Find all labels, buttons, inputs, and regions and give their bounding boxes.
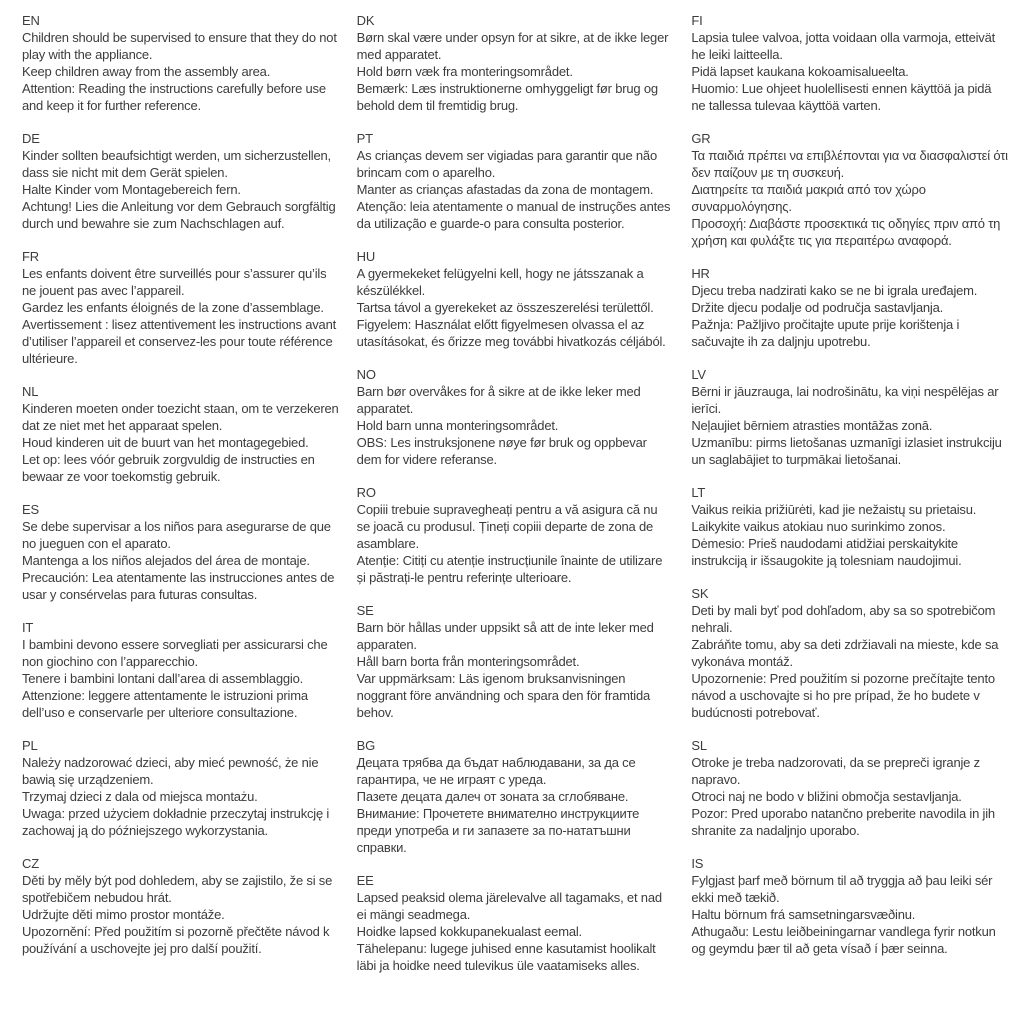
instruction-paragraph: Neļaujiet bērniem atrasties montāžas zonā.: [691, 418, 933, 433]
language-code: SK: [691, 586, 709, 601]
instruction-paragraph: Προσοχή: Διαβάστε προσεκτικά τις οδηγίες πριν από τη χρήση και φυλάξτε τις για περαιτέρω αναφορά.: [691, 216, 1001, 248]
language-code: IT: [22, 620, 34, 635]
language-code: CZ: [22, 856, 39, 871]
instruction-paragraph: Upozornenie: Pred použitím si pozorne prečítajte tento návod a uschovajte si ho pre prípad, že ho budete v budúcnosti potrebovať.: [691, 671, 995, 720]
language-code: SL: [691, 738, 707, 753]
language-code: SE: [356, 603, 374, 618]
instruction-paragraph: Tenere i bambini lontani dall’area di assemblaggio.: [22, 671, 304, 686]
instruction-paragraph: Djecu treba nadzirati kako se ne bi igrala uređajem.: [691, 283, 978, 298]
language-section-ee: [357, 872, 674, 974]
column-left: [22, 12, 339, 1024]
language-section-pt: [357, 130, 674, 232]
language-section-fi: [691, 12, 1008, 114]
language-code: GR: [691, 131, 711, 146]
language-section-de: [22, 130, 339, 232]
language-code: LT: [691, 485, 706, 500]
language-section-dk: [357, 12, 674, 114]
instruction-paragraph: Achtung! Lies die Anleitung vor dem Gebrauch sorgfältig durch und bewahre sie zum Nachschlagen auf.: [22, 199, 336, 231]
instruction-paragraph: Se debe supervisar a los niños para asegurarse de que no jueguen con el aparato.: [22, 519, 331, 551]
language-code: DE: [22, 131, 40, 146]
language-code: NO: [356, 367, 376, 382]
instruction-paragraph: Hoidke lapsed kokkupanekualast eemal.: [356, 924, 582, 939]
instruction-paragraph: Barn bör hållas under uppsikt så att de inte leker med apparaten.: [356, 620, 654, 652]
instruction-paragraph: Haltu börnum frá samsetningarsvæðinu.: [691, 907, 916, 922]
instruction-paragraph: Var uppmärksam: Läs igenom bruksanvisningen noggrant före användning och spara den för framtida behov.: [356, 671, 651, 720]
language-section-lv: [691, 366, 1008, 468]
language-section-is: [691, 855, 1008, 957]
language-section-fr: [22, 248, 339, 367]
instruction-paragraph: Håll barn borta från monteringsområdet.: [356, 654, 580, 669]
instruction-paragraph: Udržujte děti mimo prostor montáže.: [22, 907, 225, 922]
instruction-paragraph: Atenție: Citiți cu atenție instrucțiunile înainte de utilizare și păstrați-le pentru referințe ulterioare.: [356, 553, 663, 585]
language-code: HR: [691, 266, 710, 281]
instruction-paragraph: I bambini devono essere sorvegliati per assicurarsi che non giochino con l’apparecchio.: [22, 637, 328, 669]
instruction-paragraph: Lapsed peaksid olema järelevalve all tagamaks, et nad ei mängi seadmega.: [356, 890, 662, 922]
instruction-paragraph: Precaución: Lea atentamente las instrucciones antes de usar y consérvelas para futuras consultas.: [22, 570, 335, 602]
language-section-it: [22, 619, 339, 721]
instruction-paragraph: Halte Kinder vom Montagebereich fern.: [22, 182, 241, 197]
instruction-paragraph: Děti by měly být pod dohledem, aby se zajistilo, že si se spotřebičem nebudou hrát.: [22, 873, 333, 905]
language-section-lt: [691, 484, 1008, 569]
instruction-paragraph: Attention: Reading the instructions carefully before use and keep it for further reference.: [22, 81, 326, 113]
instruction-paragraph: Avertissement : lisez attentivement les instructions avant d’utiliser l’appareil et conservez-les pour toute référence ultérieure.: [22, 317, 337, 366]
language-code: ES: [22, 502, 39, 517]
instruction-paragraph: Fylgjast þarf með börnum til að tryggja að þau leiki sér ekki með tækið.: [691, 873, 993, 905]
instruction-paragraph: Hold barn unna monteringsområdet.: [356, 418, 559, 433]
instruction-paragraph: Mantenga a los niños alejados del área de montaje.: [22, 553, 310, 568]
language-code: BG: [356, 738, 376, 753]
instruction-paragraph: Uzmanību: pirms lietošanas uzmanīgi izlasiet instrukciju un saglabājiet to turpmākai lietošanai.: [691, 435, 1002, 467]
instruction-paragraph: Децата трябва да бъдат наблюдавани, за да се гарантира, че не играят с уреда.: [356, 755, 636, 787]
instruction-paragraph: Držite djecu podalje od područja sastavljanja.: [691, 300, 944, 315]
language-code: LV: [691, 367, 706, 382]
instruction-paragraph: Kinder sollten beaufsichtigt werden, um sicherzustellen, dass sie nicht mit dem Gerät spielen.: [22, 148, 331, 180]
language-code: HU: [356, 249, 376, 264]
instruction-paragraph: As crianças devem ser vigiadas para garantir que não brincam com o aparelho.: [356, 148, 657, 180]
instruction-paragraph: Pozor: Pred uporabo natančno preberite navodila in jih shranite za nadaljnjo uporabo.: [691, 806, 995, 838]
instruction-paragraph: Bērni ir jāuzrauga, lai nodrošinātu, ka viņi nespēlējas ar ierīci.: [691, 384, 999, 416]
language-section-es: [22, 501, 339, 603]
instruction-paragraph: Les enfants doivent être surveillés pour s’assurer qu’ils ne jouent pas avec l’appareil.: [22, 266, 327, 298]
instruction-paragraph: Tähelepanu: lugege juhised enne kasutamist hoolikalt läbi ja hoidke need tulevikus üle vaatamiseks alles.: [356, 941, 656, 973]
instruction-paragraph: Athugaðu: Lestu leiðbeiningarnar vandlega fyrir notkun og geymdu þær til að geta vísað í þær seinna.: [691, 924, 996, 956]
instruction-paragraph: Huomio: Lue ohjeet huolellisesti ennen käyttöä ja pidä ne tallessa tulevaa käyttöä varten.: [691, 81, 992, 113]
language-code: FI: [691, 13, 703, 28]
language-code: PT: [356, 131, 373, 146]
instruction-paragraph: Atenção: leia atentamente o manual de instruções antes da utilização e guarde-o para consulta posterior.: [356, 199, 671, 231]
instruction-paragraph: Dėmesio: Prieš naudodami atidžiai perskaitykite instrukciją ir išsaugokite ją tolesniam naudojimui.: [691, 536, 962, 568]
language-section-pl: [22, 737, 339, 839]
language-section-bg: [357, 737, 674, 856]
language-code: IS: [691, 856, 704, 871]
language-section-hr: [691, 265, 1008, 350]
instruction-paragraph: Trzymaj dzieci z dala od miejsca montażu.: [22, 789, 258, 804]
instruction-paragraph: Let op: lees vóór gebruik zorgvuldig de instructies en bewaar ze voor toekomstig gebruik.: [22, 452, 315, 484]
instruction-paragraph: Hold børn væk fra monteringsområdet.: [356, 64, 573, 79]
instruction-paragraph: Children should be supervised to ensure that they do not play with the appliance.: [22, 30, 337, 62]
language-code: EE: [356, 873, 374, 888]
language-section-sk: [691, 585, 1008, 721]
column-right: [691, 12, 1008, 1024]
language-section-cz: [22, 855, 339, 957]
instruction-paragraph: OBS: Les instruksjonene nøye før bruk og oppbevar dem for videre referanse.: [356, 435, 647, 467]
language-section-ro: [357, 484, 674, 586]
column-middle: [357, 12, 674, 1024]
instruction-paragraph: Attenzione: leggere attentamente le istruzioni prima dell’uso e conservarle per ulteriore consultazione.: [22, 688, 308, 720]
instruction-paragraph: Pidä lapset kaukana kokoamisalueelta.: [691, 64, 909, 79]
language-code: PL: [22, 738, 38, 753]
language-section-hu: [357, 248, 674, 350]
instruction-paragraph: Copiii trebuie supravegheați pentru a vă asigura că nu se joacă cu produsul. Țineți copiii departe de zona de asamblare.: [356, 502, 658, 551]
instruction-paragraph: Lapsia tulee valvoa, jotta voidaan olla varmoja, etteivät he leiki laitteella.: [691, 30, 996, 62]
instruction-paragraph: Keep children away from the assembly area.: [22, 64, 271, 79]
instruction-paragraph: Bemærk: Læs instruktionerne omhyggeligt før brug og behold dem til fremtidig brug.: [356, 81, 658, 113]
language-section-no: [357, 366, 674, 468]
instruction-paragraph: Otroke je treba nadzorovati, da se prepreči igranje z napravo.: [691, 755, 980, 787]
instruction-paragraph: Vaikus reikia prižiūrėti, kad jie nežaistų su prietaisu.: [691, 502, 977, 517]
instruction-paragraph: Пазете децата далеч от зоната за сглобяване.: [356, 789, 629, 804]
language-code: NL: [22, 384, 39, 399]
instruction-paragraph: Uwaga: przed użyciem dokładnie przeczytaj instrukcję i zachowaj ją do późniejszego wykorzystania.: [22, 806, 330, 838]
instruction-paragraph: A gyermekeket felügyelni kell, hogy ne játsszanak a készülékkel.: [356, 266, 644, 298]
instruction-paragraph: Διατηρείτε τα παιδιά μακριά από τον χώρο συναρμολόγησης.: [691, 182, 926, 214]
language-code: DK: [356, 13, 375, 28]
instruction-paragraph: Pažnja: Pažljivo pročitajte upute prije korištenja i sačuvajte ih za daljnju upotrebu.: [691, 317, 960, 349]
language-code: FR: [22, 249, 39, 264]
instruction-paragraph: Børn skal være under opsyn for at sikre, at de ikke leger med apparatet.: [356, 30, 669, 62]
instruction-paragraph: Gardez les enfants éloignés de la zone d’assemblage.: [22, 300, 324, 315]
instruction-paragraph: Deti by mali byť pod dohľadom, aby sa so spotrebičom nehrali.: [691, 603, 996, 635]
instruction-paragraph: Należy nadzorować dzieci, aby mieć pewność, że nie bawią się urządzeniem.: [22, 755, 319, 787]
instruction-paragraph: Otroci naj ne bodo v bližini območja sestavljanja.: [691, 789, 962, 804]
language-code: EN: [22, 13, 40, 28]
language-section-gr: [691, 130, 1008, 249]
instruction-paragraph: Upozornění: Před použitím si pozorně přečtěte návod k používání a uschovejte jej pro další použití.: [22, 924, 330, 956]
language-section-se: [357, 602, 674, 721]
instruction-paragraph: Внимание: Прочетете внимателно инструкциите преди употреба и ги запазете за по-нататъшни справки.: [356, 806, 640, 855]
instruction-paragraph: Barn bør overvåkes for å sikre at de ikke leker med apparatet.: [356, 384, 641, 416]
instruction-paragraph: Kinderen moeten onder toezicht staan, om te verzekeren dat ze niet met het apparaat spelen.: [22, 401, 339, 433]
language-section-sl: [691, 737, 1008, 839]
instruction-paragraph: Τα παιδιά πρέπει να επιβλέπονται για να διασφαλιστεί ότι δεν παίζουν με τη συσκευή.: [691, 148, 1008, 180]
instruction-paragraph: Laikykite vaikus atokiau nuo surinkimo zonos.: [691, 519, 946, 534]
language-code: RO: [356, 485, 376, 500]
instruction-paragraph: Manter as crianças afastadas da zona de montagem.: [356, 182, 654, 197]
instruction-paragraph: Houd kinderen uit de buurt van het montagegebied.: [22, 435, 309, 450]
language-section-nl: [22, 383, 339, 485]
instruction-paragraph: Zabráňte tomu, aby sa deti zdržiavali na mieste, kde sa vykonáva montáž.: [691, 637, 999, 669]
instruction-paragraph: Figyelem: Használat előtt figyelmesen olvassa el az utasításokat, és őrizze meg további hivatkozás céljából.: [356, 317, 666, 349]
language-section-en: [22, 12, 339, 114]
instruction-paragraph: Tartsa távol a gyerekeket az összeszerelési területtől.: [356, 300, 654, 315]
